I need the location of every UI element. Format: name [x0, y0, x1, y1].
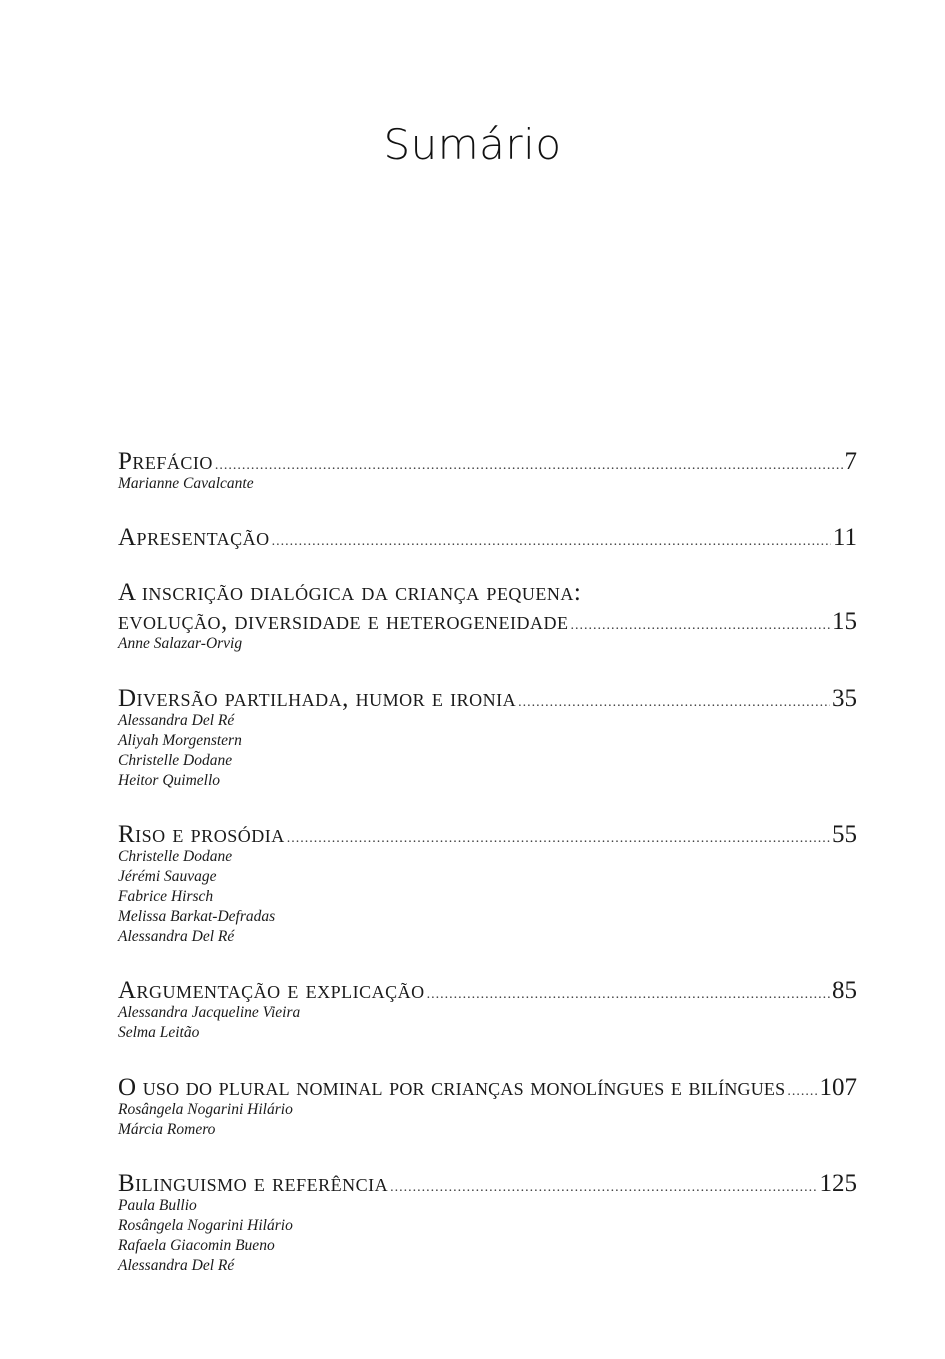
- author-name: Fabrice Hirsch: [118, 888, 214, 905]
- author-name: Marianne Cavalcante: [118, 475, 254, 492]
- toc-entry-argumentacao[interactable]: [118, 976, 857, 1043]
- author-name: Rosângela Nogarini Hilário: [118, 1101, 293, 1118]
- entry-title: Apresentação: [118, 524, 270, 551]
- author-name: Aliyah Morgenstern: [118, 732, 242, 749]
- author-name: Anne Salazar-Orvig: [118, 635, 243, 652]
- entry-title: Prefácio: [118, 448, 213, 475]
- author-name: Alessandra Del Ré: [118, 1257, 235, 1274]
- entry-page-number: 11: [832, 524, 857, 551]
- entry-page-number: 55: [832, 821, 857, 848]
- author-name: Márcia Romero: [118, 1121, 216, 1138]
- entry-page-number: 7: [844, 448, 857, 475]
- author-name: Heitor Quimello: [118, 772, 221, 789]
- author-name: Melissa Barkat-Defradas: [118, 908, 276, 925]
- dot-leader: [518, 688, 830, 718]
- entry-page-number: 35: [832, 685, 857, 712]
- toc-entry-bilinguismo[interactable]: [118, 1169, 857, 1276]
- dot-leader: [787, 1077, 817, 1107]
- author-name: Alessandra Jacqueline Vieira: [118, 1004, 301, 1021]
- toc-entry-diversao-partilhada[interactable]: [118, 684, 857, 791]
- entry-title-line-2: evolução, diversidade e heterogeneidade: [118, 608, 569, 635]
- dot-leader: [287, 824, 830, 854]
- entry-authors: [118, 1100, 857, 1140]
- author-name: Christelle Dodane: [118, 848, 233, 865]
- dot-leader: [272, 527, 831, 557]
- entry-title: O uso do plural nominal por crianças monolíngues e bilíngues: [118, 1074, 786, 1101]
- author-name: Alessandra Del Ré: [118, 712, 235, 729]
- author-name: Rafaela Giacomin Bueno: [118, 1237, 275, 1254]
- page-title: Sumário: [383, 120, 562, 169]
- entry-title: Riso e prosódia: [118, 821, 285, 848]
- toc-entry-prefacio[interactable]: [118, 447, 857, 494]
- author-name: Paula Bullio: [118, 1197, 197, 1214]
- entry-page-number: 125: [819, 1170, 857, 1197]
- entry-title-line-1: A inscrição dialógica da criança pequena:: [118, 579, 582, 606]
- entry-page-number: 15: [832, 608, 857, 635]
- entry-page-number: 85: [832, 977, 857, 1004]
- toc-entry-inscricao-dialogica[interactable]: [118, 579, 857, 654]
- entry-authors: [118, 1196, 857, 1276]
- entry-title: Bilinguismo e referência: [118, 1170, 389, 1197]
- dot-leader: [427, 980, 830, 1010]
- toc-entry-plural-nominal[interactable]: [118, 1073, 857, 1140]
- entry-title: Argumentação e explicação: [118, 977, 425, 1004]
- dot-leader: [215, 451, 843, 481]
- entry-authors: [118, 847, 857, 947]
- author-name: Christelle Dodane: [118, 752, 233, 769]
- entry-title: Diversão partilhada, humor e ironia: [118, 685, 517, 712]
- toc-entry-riso-prosodia[interactable]: [118, 820, 857, 947]
- toc-entry-apresentacao[interactable]: [118, 523, 857, 553]
- entry-authors: [118, 711, 857, 791]
- author-name: Selma Leitão: [118, 1024, 200, 1041]
- dot-leader: [570, 611, 830, 641]
- entry-page-number: 107: [819, 1074, 857, 1101]
- dot-leader: [390, 1173, 817, 1203]
- author-name: Rosângela Nogarini Hilário: [118, 1217, 293, 1234]
- author-name: Alessandra Del Ré: [118, 928, 235, 945]
- author-name: Jérémi Sauvage: [118, 868, 217, 885]
